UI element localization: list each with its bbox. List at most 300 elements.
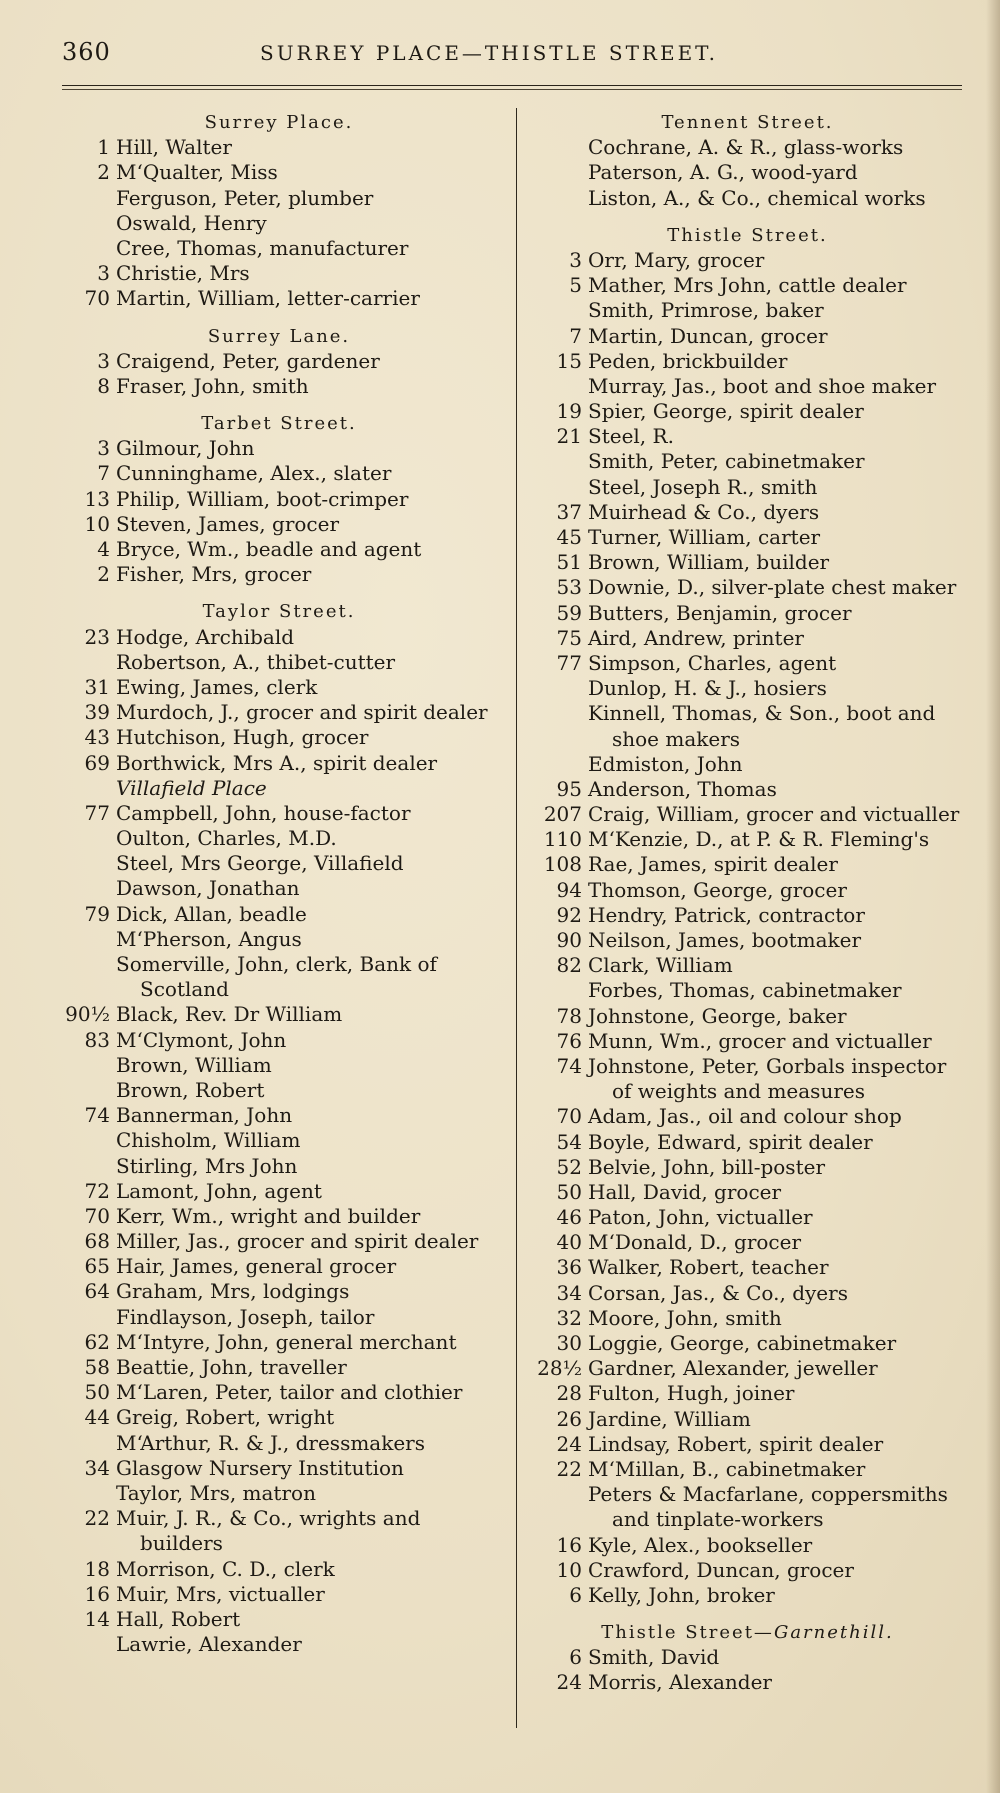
resident-name: Aird, Andrew, printer (588, 625, 804, 650)
resident-name: Muir, J. R., & Co., wrights and (116, 1506, 421, 1531)
resident-name: Belvie, John, bill-poster (588, 1154, 826, 1179)
directory-entry (48, 1229, 510, 1254)
directory-entry (520, 1079, 975, 1104)
resident-name: Edmiston, John (588, 751, 743, 776)
house-number: 53 (556, 575, 582, 600)
directory-entry (520, 1155, 975, 1180)
house-number: 31 (84, 674, 110, 699)
directory-entry (520, 1331, 975, 1356)
resident-name: Lamont, John, agent (116, 1178, 322, 1203)
directory-entry (520, 424, 975, 449)
resident-name: Paterson, A. G., wood-yard (588, 160, 858, 185)
directory-entry (48, 1279, 510, 1304)
directory-entry (48, 952, 510, 977)
house-number: 6 (569, 1582, 582, 1607)
directory-entry (48, 751, 510, 776)
house-number: 59 (556, 600, 582, 625)
directory-entry (48, 461, 510, 486)
directory-entry (48, 1481, 510, 1506)
house-number: 58 (84, 1355, 110, 1379)
resident-name: Martin, Duncan, grocer (588, 323, 828, 348)
entry-continuation: builders (140, 1531, 223, 1556)
resident-name: Kyle, Alex., bookseller (588, 1532, 813, 1557)
house-number: 76 (556, 1028, 582, 1053)
directory-entry (520, 827, 975, 852)
house-number: 34 (84, 1455, 110, 1480)
house-number: 18 (84, 1556, 110, 1581)
resident-name: Hendry, Patrick, contractor (588, 902, 865, 927)
resident-name: Fraser, John, smith (116, 373, 309, 398)
page-header (62, 30, 962, 70)
resident-name: Christie, Mrs (116, 261, 250, 286)
house-number: 32 (556, 1305, 582, 1330)
resident-name: Loggie, George, cabinetmaker (588, 1331, 897, 1355)
house-number: 4 (97, 537, 110, 561)
entry-continuation: shoe makers (612, 726, 741, 751)
directory-entry (48, 801, 510, 826)
directory-entry (520, 852, 975, 877)
directory-entry (48, 650, 510, 675)
directory-entry (520, 1180, 975, 1205)
resident-name: Murdoch, J., grocer and spirit dealer (116, 700, 488, 725)
street-heading-text: Thistle Street— (601, 1622, 774, 1644)
directory-entry (520, 1255, 975, 1280)
directory-entry (520, 1004, 975, 1029)
street-heading (520, 223, 975, 248)
resident-name: Munn, Wm., grocer and victualler (588, 1028, 932, 1053)
directory-entry (48, 349, 510, 374)
house-number: 37 (556, 499, 582, 524)
directory-entry (520, 1457, 975, 1482)
resident-name: Greig, Robert, wright (116, 1405, 335, 1430)
resident-name: Walker, Robert, teacher (588, 1255, 829, 1280)
resident-name: Adam, Jas., oil and colour shop (588, 1104, 902, 1129)
street-heading (520, 1620, 975, 1645)
directory-entry (520, 1029, 975, 1054)
directory-entry (48, 537, 510, 562)
directory-entry (520, 500, 975, 525)
resident-name: Johnstone, George, baker (588, 1003, 847, 1028)
resident-name: Cree, Thomas, manufacturer (116, 235, 409, 260)
directory-entry (520, 449, 975, 474)
directory-entry (520, 777, 975, 802)
resident-name: Steel, Mrs George, Villafield (116, 851, 404, 876)
house-number: 46 (556, 1205, 582, 1230)
resident-name: Black, Rev. Dr William (116, 1002, 343, 1027)
resident-name: Stirling, Mrs John (116, 1153, 298, 1178)
resident-name: M‘Kenzie, D., at P. & R. Fleming's (588, 827, 930, 852)
house-number: 3 (97, 261, 110, 286)
directory-entry (48, 1103, 510, 1128)
house-number: 28½ (537, 1356, 582, 1381)
resident-name: Craig, William, grocer and victualler (588, 802, 960, 827)
directory-entry (48, 700, 510, 725)
directory-entry (48, 211, 510, 236)
running-head: SURREY PLACE—THISTLE STREET. (260, 41, 718, 65)
house-number: 14 (84, 1606, 110, 1631)
directory-entry (520, 1670, 975, 1695)
section-gap (48, 587, 510, 599)
directory-entry (520, 1230, 975, 1255)
house-number: 3 (97, 348, 110, 373)
resident-name: Hall, Robert (116, 1606, 241, 1631)
directory-entry (48, 826, 510, 851)
directory-entry (48, 675, 510, 700)
house-number: 108 (543, 852, 582, 877)
directory-entry (520, 903, 975, 928)
directory-entry (48, 876, 510, 901)
directory-entry (48, 1053, 510, 1078)
directory-entry (48, 927, 510, 952)
directory-entry (48, 374, 510, 399)
house-number: 77 (556, 650, 582, 675)
resident-name: Downie, D., silver-plate chest maker (588, 575, 957, 600)
directory-entry (520, 978, 975, 1003)
street-heading (48, 324, 510, 349)
house-number: 16 (84, 1581, 110, 1606)
directory-entry (48, 1204, 510, 1229)
directory-entry (48, 1506, 510, 1531)
directory-entry (520, 1306, 975, 1331)
directory-entry (48, 1305, 510, 1330)
directory-entry (520, 349, 975, 374)
resident-name: Ewing, James, clerk (116, 674, 318, 699)
resident-name: Steven, James, grocer (116, 511, 340, 536)
directory-entry (48, 1254, 510, 1279)
resident-name: M‘Millan, B., cabinetmaker (588, 1456, 866, 1481)
directory-entry (520, 1482, 975, 1507)
resident-name: Spier, George, spirit dealer (588, 399, 864, 424)
resident-name: Oulton, Charles, M.D. (116, 826, 337, 851)
directory-entry (520, 1104, 975, 1129)
house-number: 7 (97, 461, 110, 486)
directory-entry (48, 1078, 510, 1103)
header-rule-thin (62, 89, 962, 90)
resident-name: Dunlop, H. & J., hosiers (588, 676, 827, 701)
house-number: 74 (556, 1053, 582, 1078)
directory-entry (520, 475, 975, 500)
resident-name: Cochrane, A. & R., glass-works (588, 135, 904, 160)
directory-entry (48, 851, 510, 876)
directory-entry (520, 701, 975, 726)
house-number: 90½ (65, 1002, 110, 1027)
resident-name: Brown, William (116, 1052, 272, 1077)
directory-entry (48, 1531, 510, 1556)
resident-name: Dawson, Jonathan (116, 876, 300, 901)
house-number: 22 (84, 1506, 110, 1531)
house-number: 68 (84, 1229, 110, 1254)
resident-name: Gilmour, John (116, 436, 255, 461)
resident-name: Mather, Mrs John, cattle dealer (588, 273, 907, 298)
house-number: 2 (97, 562, 110, 587)
house-number: 70 (84, 286, 110, 311)
directory-entry (520, 324, 975, 349)
resident-name: Boyle, Edward, spirit dealer (588, 1129, 873, 1154)
resident-name: Anderson, Thomas (588, 776, 777, 801)
street-heading-text: Thistle Street. (667, 224, 828, 246)
resident-name: Fulton, Hugh, joiner (588, 1381, 795, 1406)
directory-entry (520, 273, 975, 298)
house-number: 10 (556, 1557, 582, 1582)
directory-entry (520, 1507, 975, 1532)
house-number: 78 (556, 1003, 582, 1028)
resident-name: Simpson, Charles, agent (588, 650, 837, 675)
entry-continuation: Scotland (140, 977, 229, 1002)
house-number: 70 (556, 1104, 582, 1129)
house-number: 2 (97, 160, 110, 185)
resident-name: Taylor, Mrs, matron (116, 1480, 316, 1505)
house-number: 16 (556, 1532, 582, 1557)
directory-entry (48, 186, 510, 211)
directory-entry (48, 1632, 510, 1657)
resident-name: Kerr, Wm., wright and builder (116, 1203, 421, 1228)
resident-name: Lawrie, Alexander (116, 1632, 302, 1657)
directory-entry (48, 160, 510, 185)
resident-name: Hair, James, general grocer (116, 1254, 397, 1279)
section-gap (48, 399, 510, 411)
directory-entry (48, 135, 510, 160)
house-number: 94 (556, 877, 582, 902)
resident-name: Ferguson, Peter, plumber (116, 185, 374, 210)
directory-entry (520, 1407, 975, 1432)
resident-name: Craigend, Peter, gardener (116, 348, 380, 373)
house-number: 62 (84, 1329, 110, 1354)
house-number: 3 (97, 436, 110, 461)
resident-name: Hill, Walter (116, 135, 232, 160)
street-heading (48, 599, 510, 624)
resident-name: Hall, David, grocer (588, 1179, 782, 1204)
left-column (48, 110, 510, 1657)
resident-name: M‘Clymont, John (116, 1027, 287, 1052)
directory-entry (520, 878, 975, 903)
directory-entry (48, 286, 510, 311)
directory-entry (48, 487, 510, 512)
directory-entry (520, 525, 975, 550)
house-number: 75 (556, 625, 582, 650)
page-number: 360 (62, 38, 111, 66)
directory-entry (520, 186, 975, 211)
entry-continuation: of weights and measures (612, 1079, 865, 1104)
directory-entry (48, 1405, 510, 1430)
house-number: 207 (543, 802, 582, 827)
resident-name: Johnstone, Peter, Gorbals inspector (588, 1053, 947, 1078)
house-number: 44 (84, 1405, 110, 1430)
directory-entry (520, 1558, 975, 1583)
resident-name: Hodge, Archibald (116, 624, 295, 649)
directory-entry (520, 1645, 975, 1670)
resident-name: Bryce, Wm., beadle and agent (116, 537, 422, 561)
house-number: 24 (556, 1670, 582, 1695)
resident-name: Murray, Jas., boot and shoe maker (588, 373, 937, 398)
directory-entry (48, 977, 510, 1002)
resident-name: Liston, A., & Co., chemical works (588, 185, 926, 210)
right-column (520, 110, 975, 1696)
street-heading-text: Tarbet Street. (201, 413, 357, 435)
house-number: 92 (556, 902, 582, 927)
house-number: 24 (556, 1431, 582, 1456)
directory-entry (48, 261, 510, 286)
resident-name: Morrison, C. D., clerk (116, 1556, 335, 1581)
directory-entry (520, 1130, 975, 1155)
directory-entry (520, 1281, 975, 1306)
directory-entry (48, 725, 510, 750)
resident-name: Turner, William, carter (588, 525, 821, 549)
directory-entry (48, 1028, 510, 1053)
resident-name: M‘Laren, Peter, tailor and clothier (116, 1380, 463, 1405)
directory-entry (48, 1179, 510, 1204)
directory-entry (48, 902, 510, 927)
directory-entry (48, 1557, 510, 1582)
resident-name: Miller, Jas., grocer and spirit dealer (116, 1229, 479, 1254)
house-number: 69 (84, 750, 110, 775)
directory-entry (48, 436, 510, 461)
resident-name: Gardner, Alexander, jeweller (588, 1356, 878, 1381)
house-number: 34 (556, 1280, 582, 1305)
resident-name: Muir, Mrs, victualler (116, 1581, 325, 1606)
resident-name: Bannerman, John (116, 1103, 293, 1128)
street-heading-text: Tennent Street. (661, 112, 834, 133)
directory-entry (520, 575, 975, 600)
directory-entry (520, 1432, 975, 1457)
house-number: 90 (556, 928, 582, 952)
resident-name: Villafield Place (116, 775, 267, 800)
house-number: 7 (569, 323, 582, 348)
directory-entry (520, 651, 975, 676)
directory-entry (520, 374, 975, 399)
resident-name: Neilson, James, bootmaker (588, 928, 862, 952)
directory-entry (48, 1431, 510, 1456)
house-number: 64 (84, 1279, 110, 1304)
directory-entry (520, 1381, 975, 1406)
resident-name: Peden, brickbuilder (588, 348, 788, 373)
street-heading-text: Surrey Place. (204, 112, 354, 133)
resident-name: Clark, William (588, 953, 733, 978)
resident-name: Morris, Alexander (588, 1670, 772, 1695)
directory-entry (520, 1054, 975, 1079)
directory-entry (520, 1205, 975, 1230)
directory-entry (48, 1582, 510, 1607)
directory-entry (520, 953, 975, 978)
house-number: 65 (84, 1254, 110, 1279)
directory-entry (48, 1330, 510, 1355)
house-number: 19 (556, 399, 582, 424)
resident-name: Butters, Benjamin, grocer (588, 600, 852, 625)
house-number: 45 (556, 525, 582, 549)
resident-name: Rae, James, spirit dealer (588, 852, 838, 877)
directory-entry (520, 550, 975, 575)
resident-name: Steel, Joseph R., smith (588, 474, 818, 499)
resident-name: Smith, Primrose, baker (588, 298, 824, 323)
house-number: 30 (556, 1331, 582, 1355)
directory-entry (520, 248, 975, 273)
house-number: 74 (84, 1103, 110, 1128)
directory-entry (520, 752, 975, 777)
house-number: 70 (84, 1203, 110, 1228)
directory-entry (48, 1380, 510, 1405)
resident-name: Kinnell, Thomas, & Son., boot and (588, 701, 936, 726)
street-heading (520, 110, 975, 135)
house-number: 22 (556, 1456, 582, 1481)
directory-entry (48, 562, 510, 587)
directory-entry (520, 928, 975, 953)
resident-name: Jardine, William (588, 1406, 751, 1431)
entry-continuation: and tinplate-workers (612, 1507, 824, 1532)
house-number: 43 (84, 725, 110, 750)
house-number: 23 (84, 624, 110, 649)
house-number: 6 (569, 1645, 582, 1670)
resident-name: Paton, John, victualler (588, 1205, 813, 1230)
resident-name: Brown, William, builder (588, 550, 830, 575)
directory-entry (520, 1583, 975, 1608)
directory-entry (520, 1533, 975, 1558)
house-number: 83 (84, 1027, 110, 1052)
resident-name: Cunninghame, Alex., slater (116, 461, 392, 486)
resident-name: M‘Arthur, R. & J., dressmakers (116, 1430, 426, 1455)
street-heading-text: Surrey Lane. (207, 325, 351, 347)
resident-name: Campbell, John, house-factor (116, 800, 411, 825)
resident-name: Oswald, Henry (116, 210, 267, 235)
directory-entry (520, 399, 975, 424)
resident-name: Kelly, John, broker (588, 1582, 775, 1607)
house-number: 36 (556, 1255, 582, 1280)
resident-name: Graham, Mrs, lodgings (116, 1279, 350, 1304)
street-heading-district: Garnethill. (773, 1622, 894, 1644)
house-number: 82 (556, 953, 582, 978)
house-number: 110 (543, 827, 582, 852)
house-number: 51 (556, 550, 582, 575)
directory-entry (48, 512, 510, 537)
section-gap (520, 1608, 975, 1620)
resident-name: Lindsay, Robert, spirit dealer (588, 1431, 884, 1456)
resident-name: Dick, Allan, beadle (116, 901, 307, 926)
section-gap (520, 211, 975, 223)
house-number: 10 (84, 511, 110, 536)
directory-entry (48, 1607, 510, 1632)
resident-name: M‘Qualter, Miss (116, 160, 278, 185)
house-number: 1 (97, 135, 110, 160)
directory-entry (48, 1128, 510, 1153)
resident-name: Findlayson, Joseph, tailor (116, 1304, 375, 1329)
directory-entry (48, 1456, 510, 1481)
resident-name: Orr, Mary, grocer (588, 247, 765, 272)
directory-entry (48, 1355, 510, 1380)
resident-name: Hutchison, Hugh, grocer (116, 725, 369, 750)
resident-name: Philip, William, boot-crimper (116, 486, 409, 511)
resident-name: Crawford, Duncan, grocer (588, 1557, 854, 1582)
resident-name: Thomson, George, grocer (588, 877, 847, 902)
house-number: 50 (556, 1179, 582, 1204)
header-rule (62, 85, 962, 86)
resident-name: Smith, David (588, 1645, 720, 1670)
house-number: 28 (556, 1381, 582, 1406)
house-number: 50 (84, 1380, 110, 1405)
house-number: 8 (97, 373, 110, 398)
resident-name: Glasgow Nursery Institution (116, 1455, 404, 1480)
house-number: 15 (556, 348, 582, 373)
resident-name: M‘Pherson, Angus (116, 926, 302, 951)
resident-name: Robertson, A., thibet-cutter (116, 649, 396, 674)
street-heading (48, 411, 510, 436)
directory-entry (48, 1154, 510, 1179)
house-number: 39 (84, 700, 110, 725)
resident-name: M‘Donald, D., grocer (588, 1230, 802, 1255)
resident-name: Moore, John, smith (588, 1305, 782, 1330)
resident-name: Smith, Peter, cabinetmaker (588, 449, 865, 474)
house-number: 54 (556, 1129, 582, 1154)
house-number: 13 (84, 486, 110, 511)
directory-entry (48, 1002, 510, 1027)
street-heading (48, 110, 510, 135)
